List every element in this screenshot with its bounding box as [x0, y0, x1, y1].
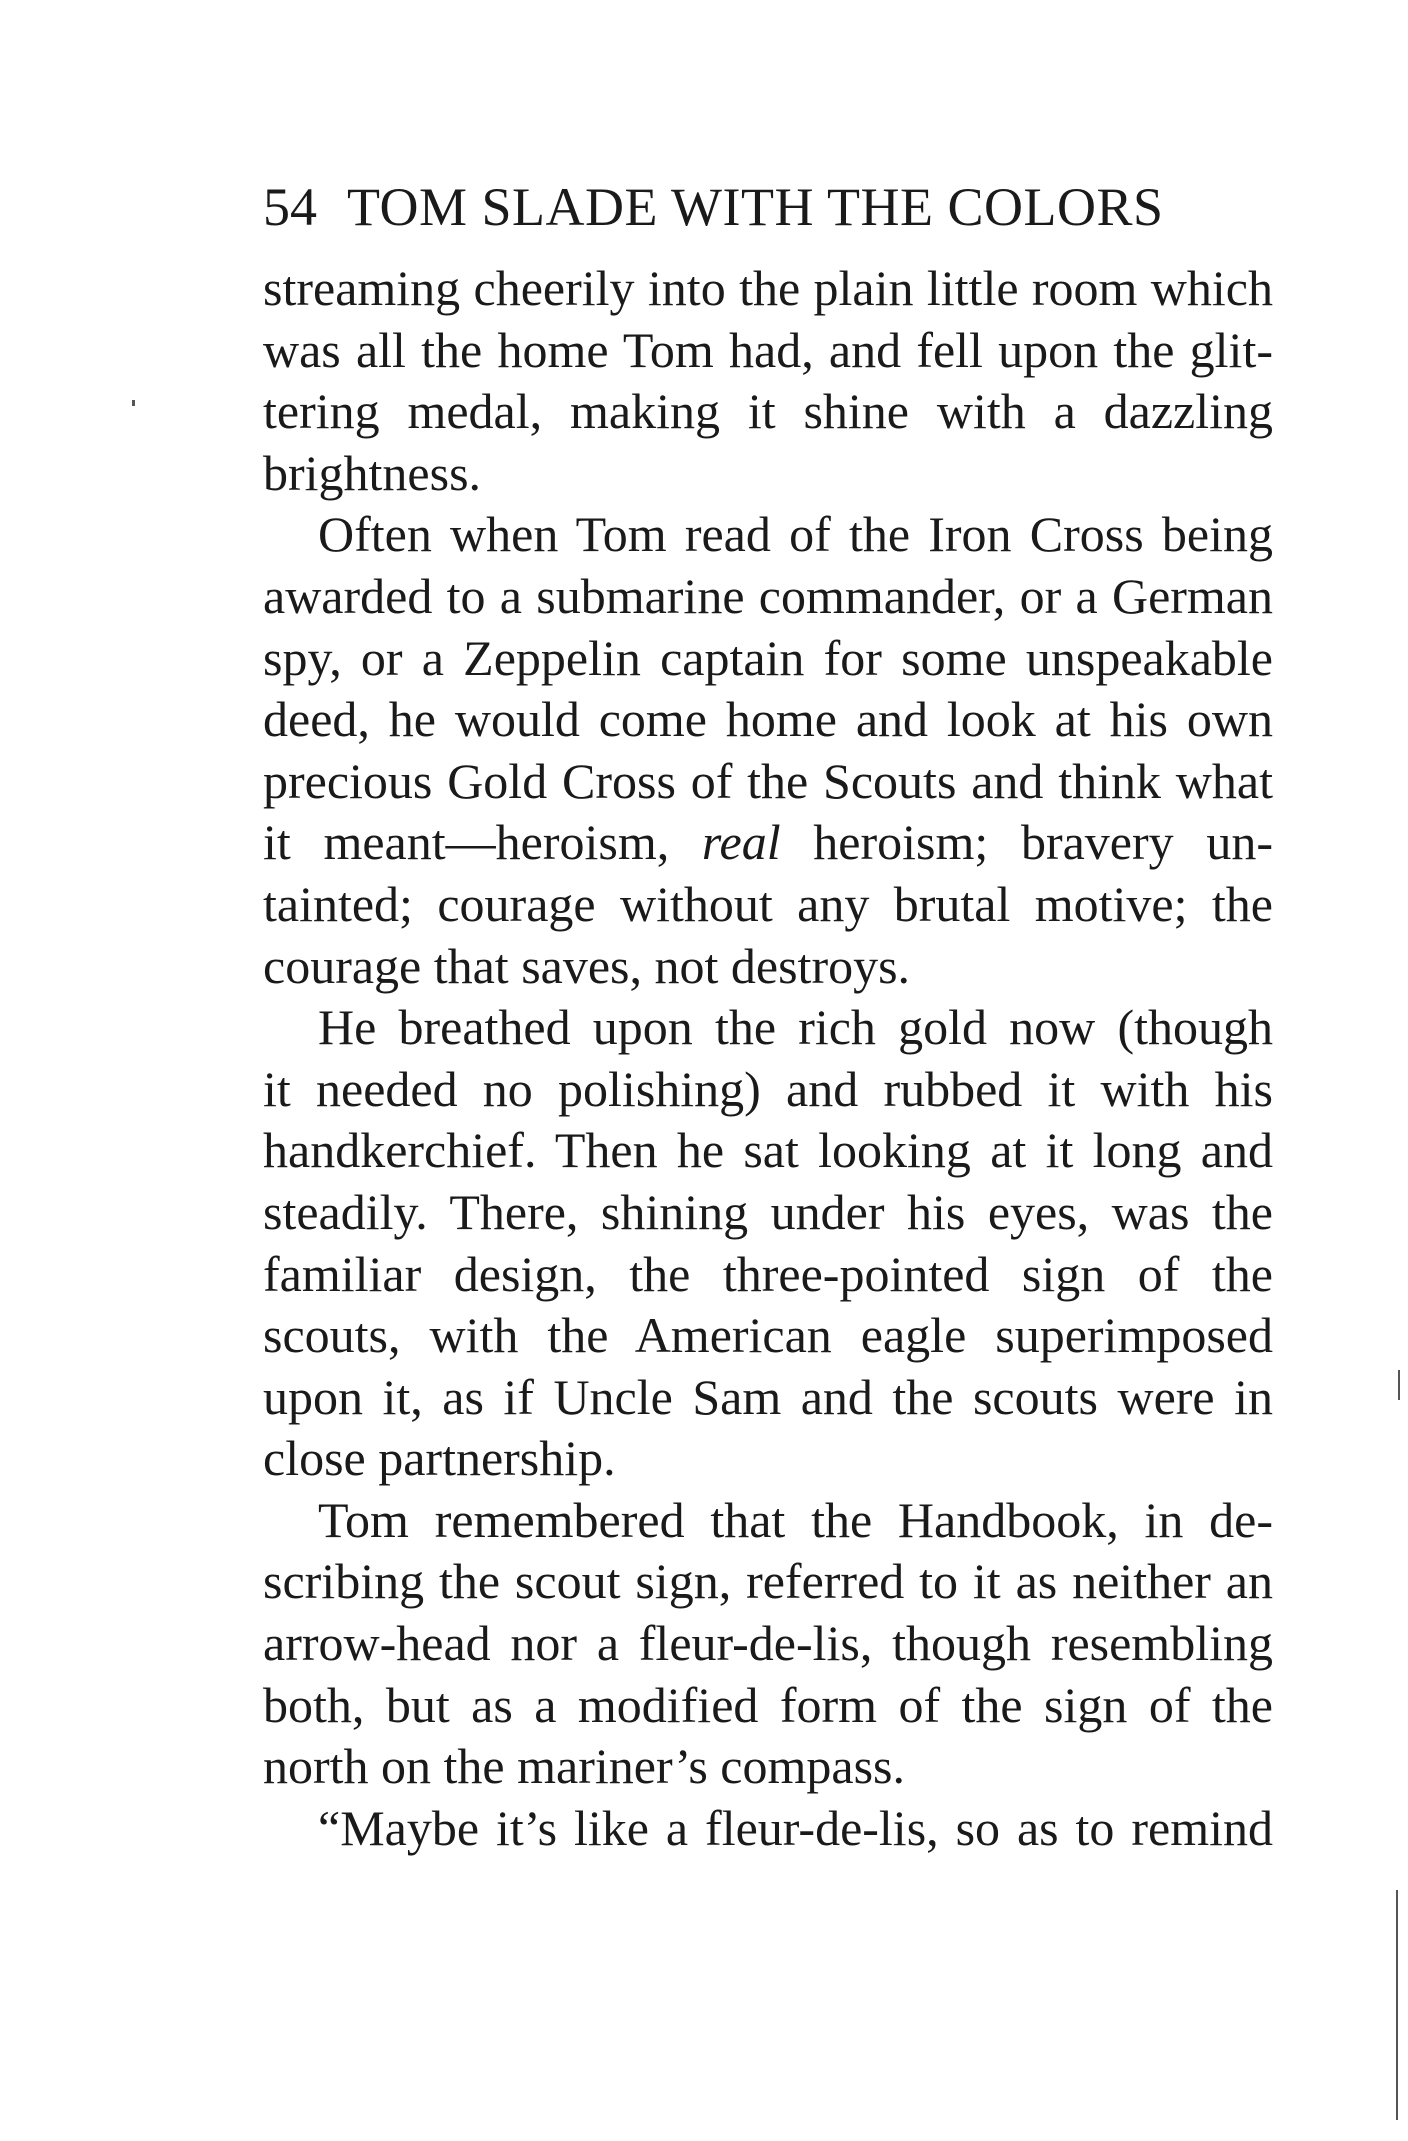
text-line: was all the home Tom had, and fell upon the glit- [263, 321, 1273, 378]
running-title: TOM SLADE WITH THE COLORS [347, 177, 1164, 237]
text-line: upon it, as if Uncle Sam and the scouts were in [263, 1368, 1273, 1425]
scan-mark [132, 400, 135, 406]
text-line: north on the mariner’s compass. [263, 1738, 905, 1795]
text-line: scouts, with the American eagle superimposed [263, 1307, 1273, 1364]
text-line: handkerchief. Then he sat looking at it long and [263, 1122, 1273, 1179]
text-line: close partnership. [263, 1430, 616, 1487]
text-line: tering medal, making it shine with a dazzling [263, 383, 1273, 440]
page-number: 54 [263, 177, 317, 237]
text-line: scribing the scout sign, referred to it as neither an [263, 1553, 1273, 1610]
text-line [263, 812, 1273, 874]
text-line: both, but as a modified form of the sign of the [263, 1676, 1273, 1733]
text-line: arrow-head nor a fleur-de-lis, though resembling [263, 1615, 1273, 1672]
scan-mark [1398, 1370, 1400, 1400]
text-line: awarded to a submarine commander, or a German [263, 567, 1273, 624]
text-line: familiar design, the three-pointed sign of the [263, 1245, 1273, 1302]
text-line: spy, or a Zeppelin captain for some unspeakable [263, 629, 1273, 686]
text-line: deed, he would come home and look at his own [263, 691, 1273, 748]
text-segment: heroism; bravery un- [780, 814, 1273, 871]
text-line: He breathed upon the rich gold now (though [318, 999, 1273, 1056]
text-line: brightness. [263, 444, 482, 501]
text-line: it needed no polishing) and rubbed it with his [263, 1060, 1273, 1117]
text-line: tainted; courage without any brutal motive; the [263, 875, 1273, 932]
italic-word: real [701, 814, 781, 871]
text-segment: it meant—heroism, [263, 814, 702, 871]
text-line: “Maybe it’s like a fleur-de-lis, so as to remind [318, 1799, 1273, 1856]
text-line: steadily. There, shining under his eyes, was the [263, 1183, 1273, 1240]
text-line: streaming cheerily into the plain little room which [263, 260, 1273, 316]
scan-mark [1396, 1890, 1398, 2120]
page-header [263, 172, 1273, 242]
text-line: courage that saves, not destroys. [263, 937, 911, 994]
text-line: precious Gold Cross of the Scouts and think what [263, 752, 1273, 809]
text-line: Often when Tom read of the Iron Cross being [318, 506, 1273, 563]
body-text [263, 258, 1273, 1859]
text-line: Tom remembered that the Handbook, in de- [318, 1491, 1273, 1548]
